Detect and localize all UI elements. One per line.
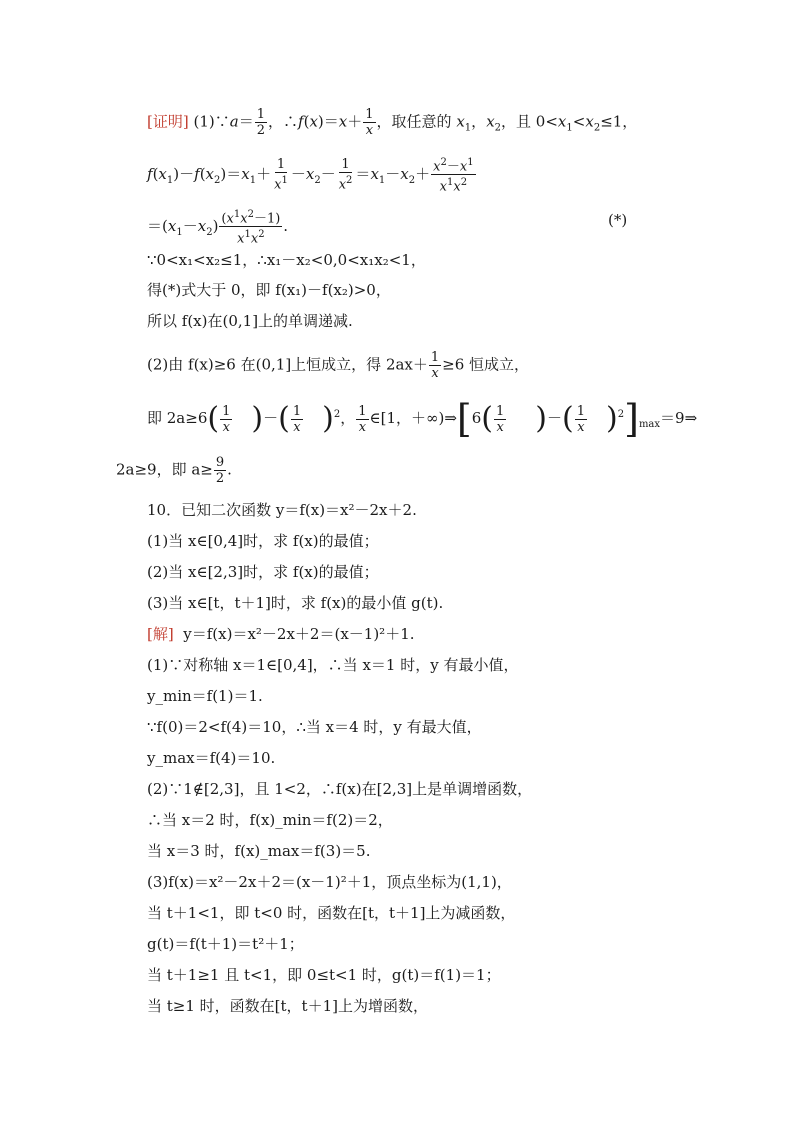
problem-part-3: (3)当 x∈[t，t＋1]时，求 f(x)的最小值 g(t). — [147, 594, 444, 612]
proof-line-5: 得(*)式大于 0，即 f(x₁)－f(x₂)>0， — [147, 281, 391, 299]
fraction: $\frac{1}{x}$ — [292, 403, 302, 435]
solution-line-11: 当 t＋1≥1 且 t<1，即 0≤t<1 时，g(t)＝f(1)＝1； — [147, 966, 501, 984]
fraction: $\frac{1}{x}$ — [576, 403, 586, 435]
solution-line-9: 当 t＋1<1，即 t<0 时，函数在[t，t＋1]上为减函数， — [147, 904, 516, 922]
equation-tag: (*) — [608, 211, 628, 229]
proof-line-9: 2a≥9，即 a≥ $\frac{9}{2}$ . — [116, 455, 232, 486]
proof-line-2: $f(x_1)-f(x_2)=x_1+$ $\frac{1}{x^1}$ $-x_2-$ $\frac{1}{x^2}$ $=x_1-x_2+$ $\frac{x^2-x^1}{x^1x^2}$ — [147, 157, 474, 195]
solution-line-6: ∴当 x＝2 时，f(x)_min＝f(2)＝2， — [147, 811, 393, 829]
fraction: $\frac{1}{x}$ — [365, 107, 374, 138]
proof-tag: [证明] — [147, 112, 189, 131]
fraction: $\frac{1}{x}$ — [222, 403, 231, 435]
fraction: $\frac{1}{x}$ — [358, 403, 367, 435]
proof-line-6: 所以 f(x)在(0,1]上的单调递减. — [147, 312, 353, 330]
solution-line-1: (1)∵对称轴 x＝1∈[0,4]，∴当 x＝1 时，y 有最小值， — [147, 656, 519, 674]
fraction: $\frac{9}{2}$ — [215, 455, 225, 486]
fraction: $\frac{(x^1x^2-1)}{x^1x^2}$ — [221, 209, 281, 247]
fraction: $\frac{1}{2}$ — [256, 107, 265, 138]
solution-line-12: 当 t≥1 时，函数在[t，t＋1]上为增函数， — [147, 997, 428, 1015]
solution-line-10: g(t)＝f(t＋1)＝t²＋1； — [147, 935, 304, 953]
proof-line-1: [证明] (1)∵a＝ $\frac{1}{2}$ ，∴f(x)＝x＋ $\frac{1}{x}$ ，取任意的 $x_1$，$x_2$，且 $0<x_1<x_2\le 1$， — [147, 107, 638, 138]
fraction: $\frac{1}{x^2}$ — [338, 157, 353, 193]
solution-line-8: (3)f(x)＝x²－2x＋2＝(x－1)²＋1，顶点坐标为(1,1)， — [147, 873, 512, 891]
proof-line-3: $=(x_1-x_2)$ $\frac{(x^1x^2-1)}{x^1x^2}$ . — [147, 209, 289, 247]
problem-part-1: (1)当 x∈[0,4]时，求 f(x)的最值； — [147, 532, 379, 550]
problem-part-2: (2)当 x∈[2,3]时，求 f(x)的最值； — [147, 563, 379, 581]
solution-line-3: ∵f(0)＝2<f(4)＝10，∴当 x＝4 时，y 有最大值， — [147, 718, 482, 736]
solution-line-2: y_min＝f(1)＝1. — [147, 687, 263, 705]
solution-tag: [解] — [147, 625, 174, 643]
proof-line-8: 即 2a≥6( $\frac{1}{x}$ )－( $\frac{1}{x}$ )$^2$， $\frac{1}{x}$ ∈[1，＋∞)⇒[6( $\frac{1}{x}$ )－( $\frac{1}{x}$ )$^2]_{max}=9\Rightarrow$ — [147, 397, 698, 441]
proof-line-7: (2)由 f(x)≥6 在(0,1]上恒成立，得 2ax＋ $\frac{1}{x}$ ≥6 恒成立， — [147, 350, 530, 381]
solution-line-7: 当 x＝3 时，f(x)_max＝f(3)＝5. — [147, 842, 371, 860]
solution-line-4: y_max＝f(4)＝10. — [147, 749, 276, 767]
solution-line-0: [解] y＝f(x)＝x²－2x＋2＝(x－1)²＋1. — [147, 625, 415, 643]
problem-title: 10．已知二次函数 y＝f(x)＝x²－2x＋2. — [147, 501, 417, 519]
fraction: $\frac{x^2-x^1}{x^1x^2}$ — [433, 157, 474, 195]
solution-line-5: (2)∵1∉[2,3]，且 1<2，∴f(x)在[2,3]上是单调增函数， — [147, 780, 533, 798]
fraction: $\frac{1}{x}$ — [430, 350, 440, 381]
fraction: $\frac{1}{x^1}$ — [274, 157, 288, 193]
fraction: $\frac{1}{x}$ — [496, 403, 505, 435]
proof-line-4: ∵0<x₁<x₂≤1，∴x₁－x₂<0,0<x₁x₂<1， — [147, 251, 426, 269]
